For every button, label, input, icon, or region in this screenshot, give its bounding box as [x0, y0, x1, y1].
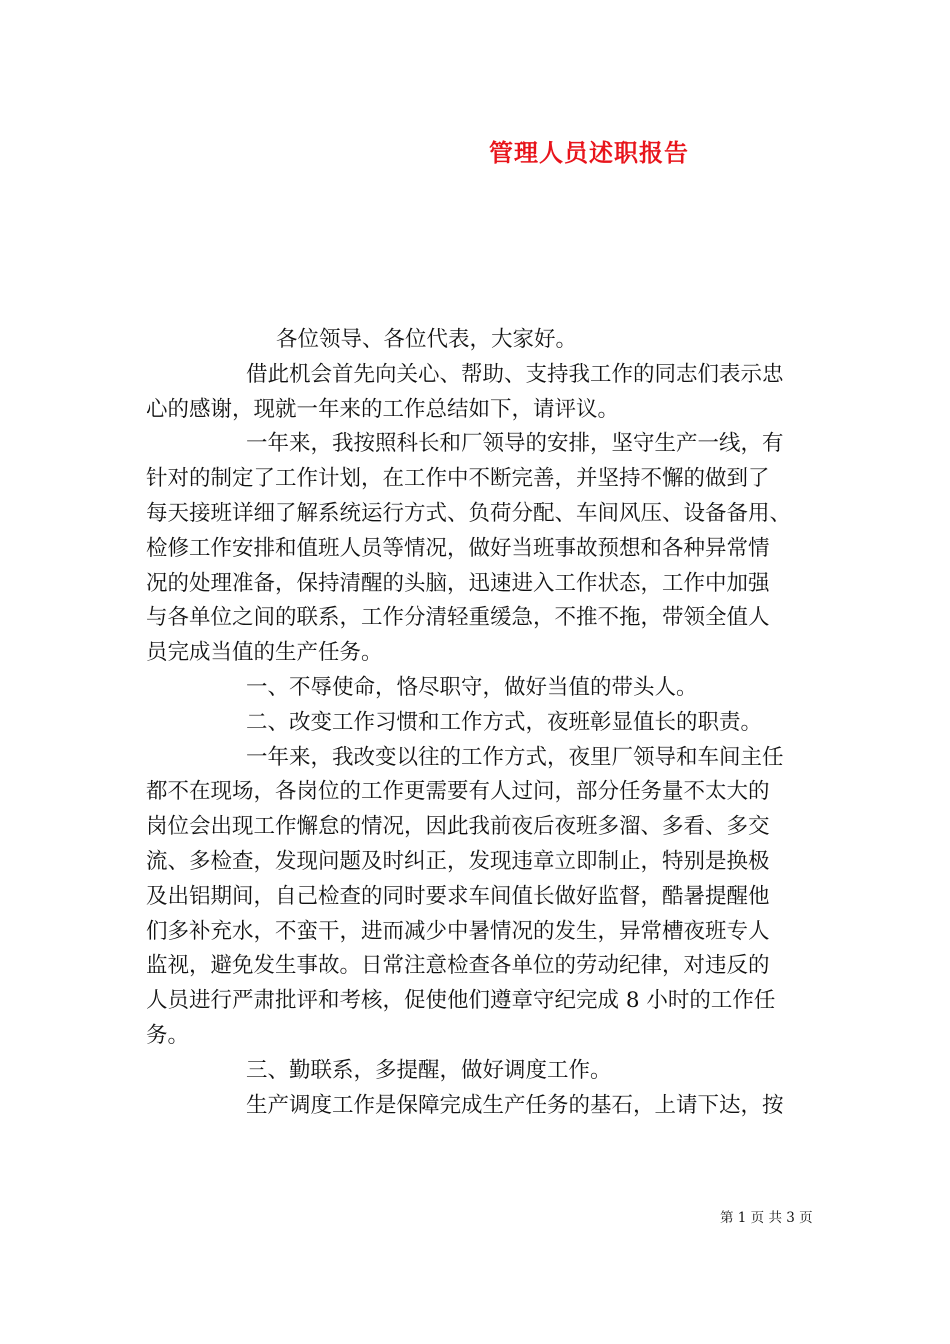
text-line: 与各单位之间的联系，工作分清轻重缓急，不推不拖，带领全值人	[146, 605, 770, 631]
paragraph-night-shift	[146, 741, 806, 1054]
text-line: 每天接班详细了解系统运行方式、负荷分配、车间风压、设备备用、	[146, 500, 792, 526]
text-line: 监视，避免发生事故。日常注意检查各单位的劳动纪律，对违反的	[146, 953, 770, 979]
text-line: 员完成当值的生产任务。	[146, 640, 383, 666]
text-line: 都不在现场，各岗位的工作更需要有人过问，部分任务量不太大的	[146, 779, 770, 805]
text-line: 流、多检查，发现问题及时纠正，发现违章立即制止，特别是换极	[146, 848, 770, 874]
paragraph-heading-2	[146, 706, 806, 741]
text-line: 三、勤联系，多提醒，做好调度工作。	[246, 1057, 612, 1083]
paragraph-greeting	[146, 323, 806, 358]
text-line: 针对的制定了工作计划，在工作中不断完善，并坚持不懈的做到了	[146, 466, 770, 492]
text-line: 二、改变工作习惯和工作方式，夜班彰显值长的职责。	[246, 709, 763, 735]
text-line: 们多补充水，不蛮干，进而减少中暑情况的发生，异常槽夜班专人	[146, 918, 770, 944]
document-body	[146, 323, 806, 1123]
paragraph-heading-3	[146, 1054, 806, 1089]
page-footer: 第 1 页 共 3 页	[720, 1210, 813, 1226]
text-line: 务。	[146, 1022, 190, 1048]
paragraph-thanks	[146, 358, 806, 428]
document-title: 管理人员述职报告	[489, 138, 689, 167]
text-line: 一、不辱使命，恪尽职守，做好当值的带头人。	[246, 674, 698, 700]
text-line: 及出铝期间，自己检查的同时要求车间值长做好监督，酷暑提醒他	[146, 883, 770, 909]
text-line: 各位领导、各位代表，大家好。	[276, 327, 578, 352]
text-line: 一年来，我按照科长和厂领导的安排，坚守生产一线，有	[246, 431, 784, 457]
text-line: 检修工作安排和值班人员等情况，做好当班事故预想和各种异常情	[146, 535, 770, 561]
text-line: 借此机会首先向关心、帮助、支持我工作的同志们表示忠	[246, 361, 784, 387]
paragraph-summary	[146, 427, 806, 671]
paragraph-dispatch	[146, 1089, 806, 1124]
text-line: 岗位会出现工作懈怠的情况，因此我前夜后夜班多溜、多看、多交	[146, 814, 770, 840]
text-line: 一年来，我改变以往的工作方式，夜里厂领导和车间主任	[246, 744, 784, 770]
text-line: 人员进行严肃批评和考核，促使他们遵章守纪完成 8 小时的工作任	[146, 988, 776, 1014]
text-line: 况的处理准备，保持清醒的头脑，迅速进入工作状态，工作中加强	[146, 570, 770, 596]
paragraph-heading-1	[146, 671, 806, 706]
text-line: 心的感谢，现就一年来的工作总结如下，请评议。	[146, 396, 620, 422]
text-line: 生产调度工作是保障完成生产任务的基石，上请下达，按	[246, 1092, 784, 1118]
